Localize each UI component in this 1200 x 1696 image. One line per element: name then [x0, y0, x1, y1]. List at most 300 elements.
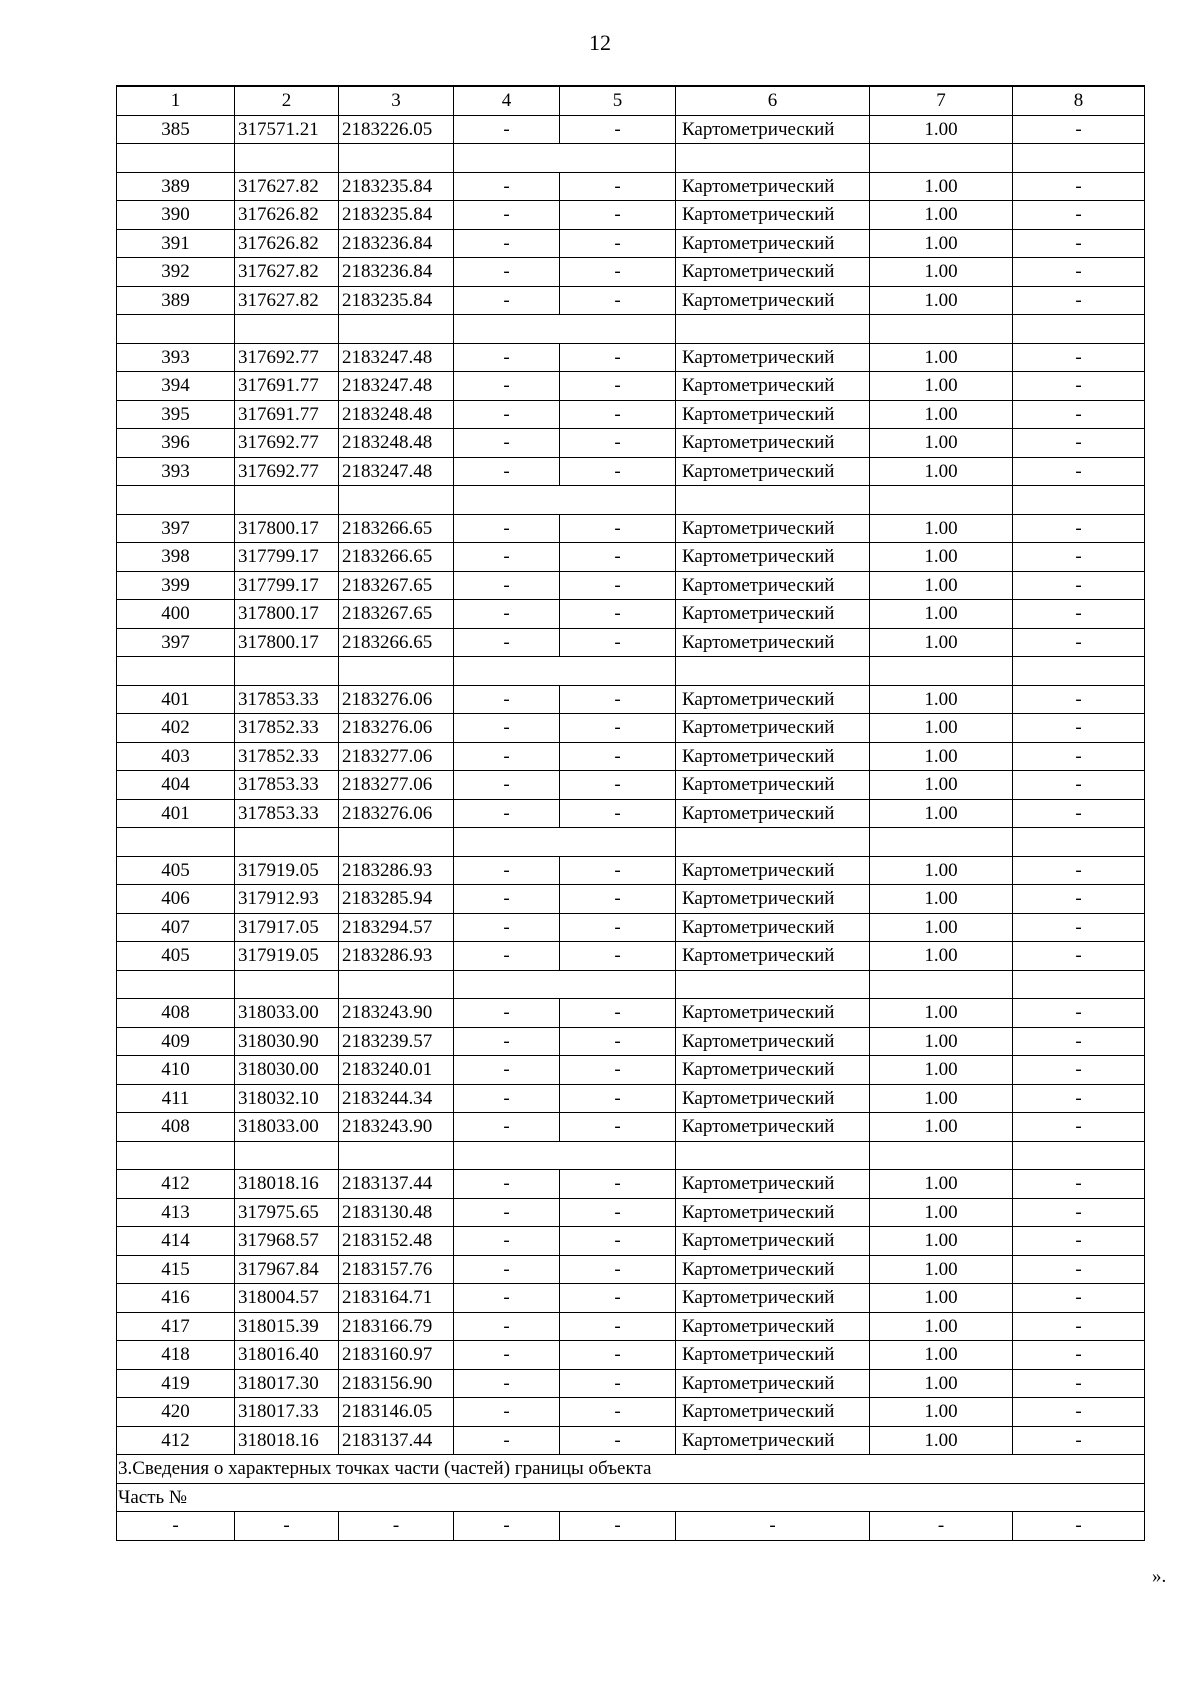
table-cell: -: [1013, 799, 1145, 828]
table-cell: 415: [117, 1255, 235, 1284]
table-cell: -: [454, 913, 560, 942]
table-cell: -: [454, 457, 560, 486]
table-cell: 317691.77: [235, 400, 339, 429]
table-cell: -: [560, 1398, 676, 1427]
table-cell: [235, 315, 339, 344]
table-cell: 392: [117, 258, 235, 287]
table-cell: 412: [117, 1170, 235, 1199]
table-cell: [454, 657, 676, 686]
table-cell: -: [1013, 1056, 1145, 1085]
table-cell: -: [1013, 1341, 1145, 1370]
table-cell: -: [454, 1512, 560, 1541]
table-row: [117, 771, 1145, 800]
table-row: [117, 457, 1145, 486]
table-cell: -: [454, 543, 560, 572]
table-cell: -: [560, 172, 676, 201]
table-cell: -: [1013, 1255, 1145, 1284]
table-cell: [1013, 657, 1145, 686]
table-cell: 317853.33: [235, 771, 339, 800]
table-cell: -: [1013, 714, 1145, 743]
table-cell: 317975.65: [235, 1198, 339, 1227]
table-cell: 318017.33: [235, 1398, 339, 1427]
table-row: [117, 343, 1145, 372]
table-cell: -: [454, 942, 560, 971]
table-cell: 317917.05: [235, 913, 339, 942]
table-cell: -: [1013, 1426, 1145, 1455]
header-row: [117, 86, 1145, 115]
table-cell: 2183235.84: [339, 286, 454, 315]
table-cell: 2183235.84: [339, 172, 454, 201]
table-cell: 317800.17: [235, 514, 339, 543]
table-cell: Картометрический: [676, 201, 870, 230]
table-cell: 389: [117, 286, 235, 315]
table-row: [117, 1426, 1145, 1455]
table-cell: -: [1013, 571, 1145, 600]
table-cell: -: [560, 400, 676, 429]
table-cell: Картометрический: [676, 571, 870, 600]
table-cell: -: [1013, 600, 1145, 629]
table-cell: [870, 486, 1013, 515]
table-cell: 394: [117, 372, 235, 401]
table-cell: [339, 657, 454, 686]
table-row: [117, 885, 1145, 914]
table-cell: -: [560, 543, 676, 572]
table-cell: [339, 486, 454, 515]
table-cell: -: [1013, 343, 1145, 372]
table-cell: -: [454, 1027, 560, 1056]
table-cell: [235, 1141, 339, 1170]
table-row: [117, 400, 1145, 429]
table-cell: Картометрический: [676, 942, 870, 971]
table-cell: 318030.00: [235, 1056, 339, 1085]
table-cell: [870, 970, 1013, 999]
table-cell: -: [454, 685, 560, 714]
table-cell: 1.00: [870, 856, 1013, 885]
table-cell: Картометрический: [676, 543, 870, 572]
table-row: [117, 913, 1145, 942]
table-cell: Картометрический: [676, 286, 870, 315]
table-cell: 2183240.01: [339, 1056, 454, 1085]
table-cell: -: [1013, 115, 1145, 144]
table-cell: 1.00: [870, 1113, 1013, 1142]
table-cell: 317967.84: [235, 1255, 339, 1284]
table-cell: [454, 144, 676, 173]
separator-row: [117, 1141, 1145, 1170]
table-cell: -: [1013, 229, 1145, 258]
table-row: [117, 229, 1145, 258]
table-cell: 317852.33: [235, 714, 339, 743]
table-cell: -: [1013, 201, 1145, 230]
table-cell: [454, 486, 676, 515]
table-cell: [339, 144, 454, 173]
table-cell: 317626.82: [235, 201, 339, 230]
table-cell: 405: [117, 942, 235, 971]
table-cell: 403: [117, 742, 235, 771]
table-cell: Картометрический: [676, 714, 870, 743]
table-cell: -: [560, 1512, 676, 1541]
table-cell: 2183267.65: [339, 571, 454, 600]
table-cell: -: [1013, 885, 1145, 914]
table-cell: 1.00: [870, 942, 1013, 971]
table-cell: 317799.17: [235, 543, 339, 572]
coordinates-table: [116, 85, 1145, 1541]
table-cell: 317626.82: [235, 229, 339, 258]
table-cell: -: [560, 600, 676, 629]
table-cell: Картометрический: [676, 1312, 870, 1341]
table-cell: [676, 1141, 870, 1170]
table-row: [117, 543, 1145, 572]
table-cell: 317800.17: [235, 628, 339, 657]
table-cell: -: [870, 1512, 1013, 1541]
table-cell: -: [560, 229, 676, 258]
table-cell: -: [454, 856, 560, 885]
table-row: [117, 1255, 1145, 1284]
table-cell: -: [676, 1512, 870, 1541]
table-cell: Картометрический: [676, 429, 870, 458]
table-cell: 2183164.71: [339, 1284, 454, 1313]
table-cell: 1.00: [870, 258, 1013, 287]
table-cell: 416: [117, 1284, 235, 1313]
table-cell: 1.00: [870, 372, 1013, 401]
table-cell: Картометрический: [676, 1170, 870, 1199]
table-cell: 2183166.79: [339, 1312, 454, 1341]
table-cell: Картометрический: [676, 1084, 870, 1113]
table-cell: [235, 144, 339, 173]
table-cell: 408: [117, 999, 235, 1028]
table-cell: -: [454, 1426, 560, 1455]
table-cell: -: [454, 771, 560, 800]
table-cell: 317691.77: [235, 372, 339, 401]
table-cell: [1013, 1141, 1145, 1170]
table-cell: [339, 315, 454, 344]
table-row: [117, 1284, 1145, 1313]
table-row: [117, 1170, 1145, 1199]
table-cell: Картометрический: [676, 1369, 870, 1398]
table-cell: -: [560, 913, 676, 942]
table-cell: 1.00: [870, 1027, 1013, 1056]
table-cell: 1.00: [870, 1170, 1013, 1199]
table-cell: [339, 1141, 454, 1170]
table-cell: [454, 828, 676, 857]
table-cell: -: [560, 1027, 676, 1056]
section-3-title: 3.Сведения о характерных точках части (частей) границы объекта: [117, 1455, 1145, 1484]
table-cell: 1.00: [870, 229, 1013, 258]
table-cell: [235, 486, 339, 515]
table-cell: -: [1013, 1398, 1145, 1427]
table-cell: -: [560, 343, 676, 372]
table-cell: Картометрический: [676, 628, 870, 657]
table-cell: 417: [117, 1312, 235, 1341]
table-cell: 318033.00: [235, 999, 339, 1028]
table-cell: Картометрический: [676, 885, 870, 914]
section-title-row: [117, 1455, 1145, 1484]
table-row: [117, 172, 1145, 201]
table-cell: -: [560, 999, 676, 1028]
table-cell: -: [454, 1341, 560, 1370]
table-cell: -: [454, 1227, 560, 1256]
table-cell: 2183276.06: [339, 799, 454, 828]
table-cell: 2183156.90: [339, 1369, 454, 1398]
table-cell: 2183248.48: [339, 429, 454, 458]
separator-row: [117, 970, 1145, 999]
table-cell: -: [454, 571, 560, 600]
table-row: [117, 628, 1145, 657]
table-cell: [339, 828, 454, 857]
table-cell: 318033.00: [235, 1113, 339, 1142]
table-cell: 2183235.84: [339, 201, 454, 230]
column-number-3: 3: [339, 86, 454, 115]
table-cell: 1.00: [870, 172, 1013, 201]
table-cell: -: [560, 1056, 676, 1085]
table-cell: 1.00: [870, 913, 1013, 942]
table-cell: Картометрический: [676, 1426, 870, 1455]
table-cell: [454, 970, 676, 999]
table-cell: Картометрический: [676, 999, 870, 1028]
table-cell: 2183266.65: [339, 543, 454, 572]
table-cell: 317799.17: [235, 571, 339, 600]
table-cell: -: [560, 1369, 676, 1398]
table-cell: 2183137.44: [339, 1426, 454, 1455]
table-cell: Картометрический: [676, 685, 870, 714]
table-cell: -: [560, 571, 676, 600]
table-cell: -: [1013, 1170, 1145, 1199]
table-cell: Картометрический: [676, 1198, 870, 1227]
table-row: [117, 1084, 1145, 1113]
table-cell: -: [454, 1312, 560, 1341]
table-cell: Картометрический: [676, 1341, 870, 1370]
table-cell: [1013, 486, 1145, 515]
table-cell: -: [1013, 258, 1145, 287]
table-cell: -: [454, 286, 560, 315]
table-cell: -: [454, 885, 560, 914]
table-cell: 2183247.48: [339, 372, 454, 401]
table-cell: 1.00: [870, 400, 1013, 429]
table-cell: -: [454, 628, 560, 657]
table-cell: Картометрический: [676, 1227, 870, 1256]
table-cell: -: [454, 799, 560, 828]
table-cell: -: [560, 1426, 676, 1455]
table-cell: -: [560, 1227, 676, 1256]
table-row: [117, 1341, 1145, 1370]
table-cell: [235, 657, 339, 686]
table-cell: [117, 486, 235, 515]
table-cell: 397: [117, 628, 235, 657]
table-cell: -: [454, 1170, 560, 1199]
table-cell: 412: [117, 1426, 235, 1455]
table-cell: 404: [117, 771, 235, 800]
table-cell: 397: [117, 514, 235, 543]
table-cell: -: [560, 514, 676, 543]
column-number-8: 8: [1013, 86, 1145, 115]
table-cell: Картометрический: [676, 400, 870, 429]
table-cell: -: [560, 258, 676, 287]
table-cell: Картометрический: [676, 172, 870, 201]
table-cell: 385: [117, 115, 235, 144]
table-cell: 1.00: [870, 685, 1013, 714]
table-cell: -: [560, 885, 676, 914]
table-cell: -: [454, 372, 560, 401]
table-cell: 2183286.93: [339, 856, 454, 885]
table-cell: 317627.82: [235, 172, 339, 201]
table-cell: 2183266.65: [339, 628, 454, 657]
table-row: [117, 571, 1145, 600]
separator-row: [117, 828, 1145, 857]
table-cell: [117, 970, 235, 999]
table-cell: -: [1013, 913, 1145, 942]
table-cell: Картометрический: [676, 1113, 870, 1142]
table-cell: 1.00: [870, 286, 1013, 315]
table-cell: 418: [117, 1341, 235, 1370]
table-cell: -: [1013, 1284, 1145, 1313]
table-cell: 1.00: [870, 343, 1013, 372]
table-cell: -: [560, 115, 676, 144]
table-cell: -: [560, 201, 676, 230]
table-row: [117, 115, 1145, 144]
table-cell: -: [560, 1255, 676, 1284]
table-cell: 2183243.90: [339, 999, 454, 1028]
table-cell: -: [454, 1284, 560, 1313]
table-cell: [870, 144, 1013, 173]
table-cell: 317919.05: [235, 856, 339, 885]
table-cell: Картометрический: [676, 1027, 870, 1056]
table-cell: -: [560, 1170, 676, 1199]
table-cell: [676, 657, 870, 686]
table-cell: Картометрический: [676, 856, 870, 885]
table-cell: 2183236.84: [339, 258, 454, 287]
part-number-row: [117, 1483, 1145, 1512]
table-cell: [1013, 315, 1145, 344]
table-row: [117, 999, 1145, 1028]
table-cell: 2183239.57: [339, 1027, 454, 1056]
page-number: 12: [589, 30, 611, 55]
table-cell: Картометрический: [676, 600, 870, 629]
table-cell: [1013, 970, 1145, 999]
table-cell: [1013, 828, 1145, 857]
table-cell: -: [1013, 742, 1145, 771]
table-cell: 317571.21: [235, 115, 339, 144]
table-cell: 317692.77: [235, 429, 339, 458]
table-cell: [117, 315, 235, 344]
column-number-5: 5: [560, 86, 676, 115]
table-row: [117, 1198, 1145, 1227]
table-cell: -: [560, 1284, 676, 1313]
table-cell: -: [560, 1312, 676, 1341]
table-cell: -: [1013, 685, 1145, 714]
table-cell: 1.00: [870, 742, 1013, 771]
table-cell: -: [454, 1113, 560, 1142]
table-cell: 1.00: [870, 771, 1013, 800]
table-cell: 318030.90: [235, 1027, 339, 1056]
table-cell: -: [1013, 457, 1145, 486]
table-cell: 317852.33: [235, 742, 339, 771]
table-cell: 1.00: [870, 429, 1013, 458]
table-cell: -: [1013, 514, 1145, 543]
table-cell: -: [1013, 1369, 1145, 1398]
table-cell: -: [560, 1084, 676, 1113]
table-cell: Картометрический: [676, 229, 870, 258]
table-cell: 318004.57: [235, 1284, 339, 1313]
table-cell: Картометрический: [676, 1255, 870, 1284]
table-cell: -: [454, 258, 560, 287]
table-cell: 401: [117, 799, 235, 828]
table-cell: [235, 970, 339, 999]
table-cell: -: [1013, 1198, 1145, 1227]
table-cell: 399: [117, 571, 235, 600]
table-cell: 1.00: [870, 1198, 1013, 1227]
table-cell: 400: [117, 600, 235, 629]
table-cell: [870, 828, 1013, 857]
table-cell: 390: [117, 201, 235, 230]
table-row: [117, 942, 1145, 971]
column-number-7: 7: [870, 86, 1013, 115]
table-cell: -: [1013, 999, 1145, 1028]
table-cell: 407: [117, 913, 235, 942]
table-row: [117, 1027, 1145, 1056]
column-number-1: 1: [117, 86, 235, 115]
table-cell: 317627.82: [235, 258, 339, 287]
table-cell: 406: [117, 885, 235, 914]
table-cell: 317853.33: [235, 799, 339, 828]
table-cell: -: [454, 115, 560, 144]
table-cell: 317919.05: [235, 942, 339, 971]
table-cell: 2183157.76: [339, 1255, 454, 1284]
table-row: [117, 742, 1145, 771]
table-row: [117, 685, 1145, 714]
table-cell: -: [560, 628, 676, 657]
table-cell: 1.00: [870, 799, 1013, 828]
table-cell: [454, 315, 676, 344]
table-cell: -: [454, 742, 560, 771]
table-cell: -: [560, 799, 676, 828]
table-cell: Картометрический: [676, 913, 870, 942]
table-cell: 1.00: [870, 628, 1013, 657]
separator-row: [117, 486, 1145, 515]
separator-row: [117, 144, 1145, 173]
table-cell: 409: [117, 1027, 235, 1056]
table-cell: Картометрический: [676, 1398, 870, 1427]
table-cell: [117, 144, 235, 173]
table-row: [117, 600, 1145, 629]
table-cell: Картометрический: [676, 1056, 870, 1085]
table-cell: 2183266.65: [339, 514, 454, 543]
table-cell: [339, 970, 454, 999]
table-row: [117, 1056, 1145, 1085]
table-cell: 2183137.44: [339, 1170, 454, 1199]
table-row: [117, 1398, 1145, 1427]
table-cell: 1.00: [870, 115, 1013, 144]
table-cell: 1.00: [870, 201, 1013, 230]
table-cell: -: [339, 1512, 454, 1541]
table-cell: 393: [117, 343, 235, 372]
table-cell: 402: [117, 714, 235, 743]
table-cell: -: [560, 685, 676, 714]
table-cell: 2183146.05: [339, 1398, 454, 1427]
table-cell: -: [1013, 1113, 1145, 1142]
table-row: [117, 1227, 1145, 1256]
table-cell: [117, 657, 235, 686]
table-cell: -: [454, 1084, 560, 1113]
table-cell: -: [454, 1398, 560, 1427]
table-cell: 413: [117, 1198, 235, 1227]
table-cell: 317692.77: [235, 343, 339, 372]
table-cell: 420: [117, 1398, 235, 1427]
table-cell: -: [1013, 400, 1145, 429]
table-cell: 1.00: [870, 1369, 1013, 1398]
table-cell: 2183294.57: [339, 913, 454, 942]
table-cell: -: [560, 856, 676, 885]
table-row: [117, 1113, 1145, 1142]
table-cell: [117, 828, 235, 857]
